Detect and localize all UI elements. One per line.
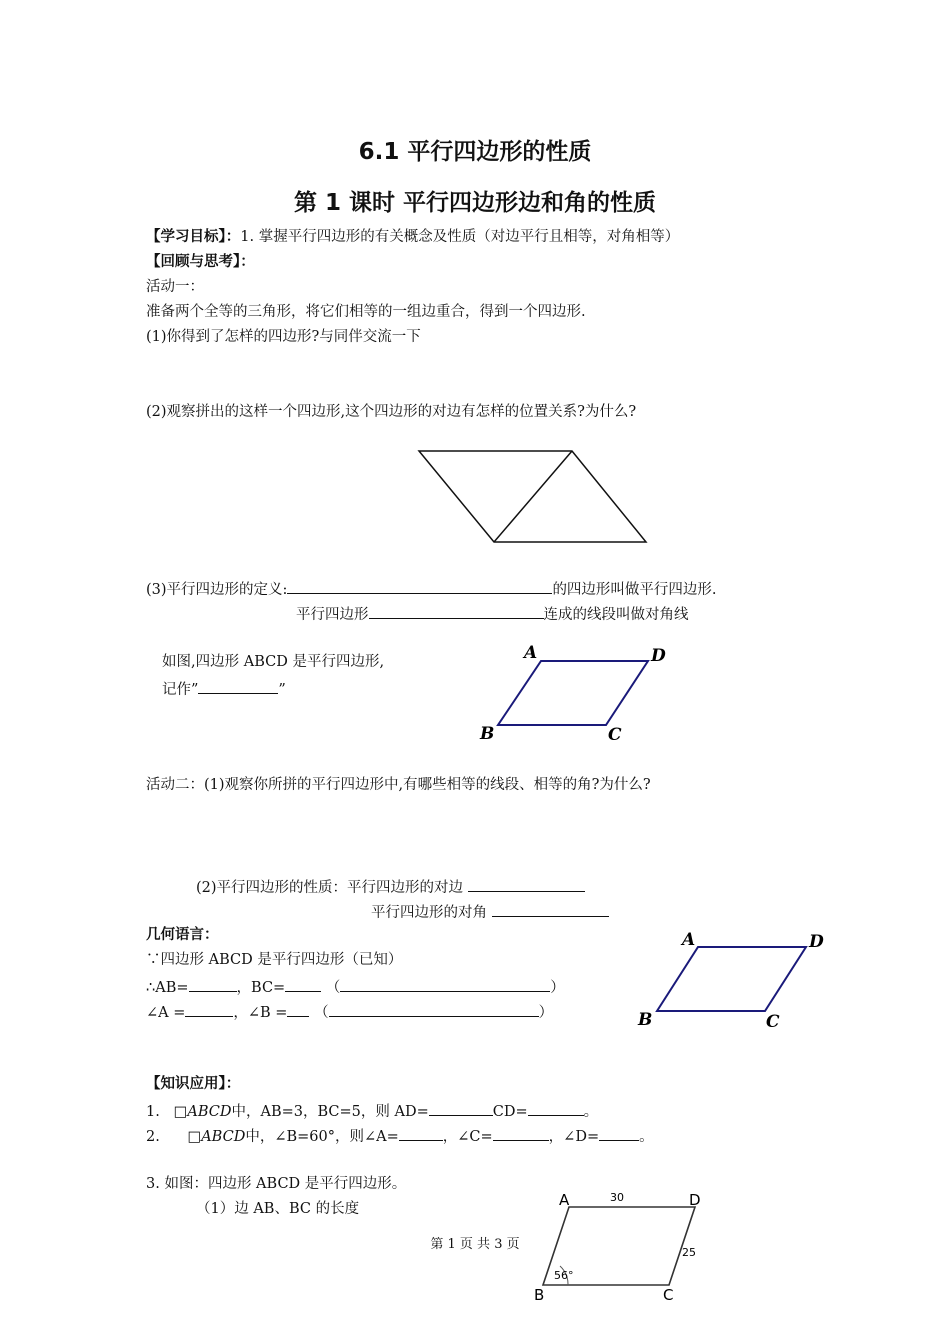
diagonal-line — [296, 603, 689, 624]
figure-notation-line2 — [162, 678, 286, 699]
geometry-line3-b: ，∠B = — [233, 1005, 288, 1021]
problem-3-sub: （1）边 AB、BC 的长度 — [196, 1201, 360, 1217]
problem-2-number: 2. — [146, 1129, 160, 1145]
geometry-line2-b: ，BC= — [236, 980, 286, 996]
ad-blank[interactable] — [429, 1100, 493, 1116]
triangle-figure-diagonal — [494, 451, 572, 542]
geometry-heading: 几何语言： — [146, 927, 219, 943]
geometry-line3-a: ∠A = — [146, 1005, 186, 1021]
problem-2-text2: ，∠C= — [442, 1129, 493, 1145]
activity1-q1: (1)你得到了怎样的四边形?与同伴交流一下 — [146, 329, 421, 345]
angle-a-blank[interactable] — [185, 1001, 233, 1017]
problem-2-end: 。 — [639, 1129, 654, 1145]
parallelogram-outline-1 — [498, 661, 648, 725]
definition-line — [146, 578, 717, 599]
activity2-q2-line2 — [371, 901, 609, 922]
label-b-3: B — [534, 1286, 545, 1304]
notation-suffix: ” — [278, 682, 286, 698]
label-a-3: A — [559, 1191, 570, 1209]
sides-reason-blank[interactable] — [340, 976, 550, 992]
parallelogram-outline-2 — [657, 947, 806, 1011]
angle-d-answer-blank[interactable] — [599, 1125, 639, 1141]
definition-blank[interactable] — [287, 578, 552, 594]
problem-2 — [146, 1125, 654, 1146]
activity1-q2: (2)观察拼出的这样一个四边形,这个四边形的对边有怎样的位置关系?为什么? — [146, 404, 637, 420]
label-c-1: C — [608, 725, 622, 745]
problem-1-number: 1. — [146, 1104, 160, 1120]
label-side-30: 30 — [610, 1191, 624, 1204]
definition-prefix: (3)平行四边形的定义: — [146, 582, 288, 598]
geometry-line2-c: （ — [325, 980, 341, 996]
objectives-text: 1. 掌握平行四边形的有关概念及性质（对边平行且相等，对角相等） — [240, 229, 680, 245]
diagonal-blank[interactable] — [369, 603, 544, 619]
label-a-1: A — [524, 643, 538, 663]
parallelogram-figure-1 — [478, 640, 678, 745]
activity2-q2-line2-text: 平行四边形的对角 — [371, 905, 487, 921]
problem-2-text: 中，∠B=60°，则∠A= — [245, 1129, 399, 1145]
diagonal-suffix: 连成的线段叫做对角线 — [543, 607, 689, 623]
angle-c-answer-blank[interactable] — [493, 1125, 549, 1141]
activity2-q2 — [196, 876, 585, 897]
label-c-3: C — [663, 1286, 674, 1304]
opposite-sides-blank[interactable] — [468, 876, 585, 892]
activity2-q1: 活动二：(1)观察你所拼的平行四边形中,有哪些相等的线段、相等的角?为什么? — [146, 777, 651, 793]
geometry-line3-d: ） — [538, 1005, 554, 1021]
page-footer: 第 1 页 共 3 页 — [430, 1237, 520, 1252]
application-heading: 【知识应用】： — [146, 1076, 241, 1092]
review-label: 【回顾与思考】： — [146, 254, 255, 270]
geometry-line2 — [146, 976, 565, 997]
figure-notation-line1: 如图,四边形 ABCD 是平行四边形, — [162, 654, 385, 670]
label-b-2: B — [638, 1010, 653, 1030]
opposite-angles-blank[interactable] — [492, 901, 609, 917]
problem-1-symbol: □ABCD — [173, 1104, 232, 1120]
label-d-1: D — [651, 646, 666, 666]
label-b-1: B — [480, 724, 495, 744]
cd-blank[interactable] — [528, 1100, 584, 1116]
problem-3: 3. 如图：四边形 ABCD 是平行四边形。 — [146, 1176, 407, 1192]
angles-reason-blank[interactable] — [329, 1001, 539, 1017]
problem-2-symbol: □ABCD — [187, 1129, 246, 1145]
bc-blank[interactable] — [285, 976, 321, 992]
page-subtitle: 第 1 课时 平行四边形边和角的性质 — [293, 190, 657, 216]
label-d-3: D — [689, 1191, 701, 1209]
label-a-2: A — [682, 930, 696, 950]
parallelogram-figure-2 — [636, 928, 836, 1033]
problem-1-text: 中，AB=3，BC=5，则 AD= — [231, 1104, 429, 1120]
page-title: 6.1 平行四边形的性质 — [358, 139, 592, 165]
label-d-2: D — [809, 932, 824, 952]
angle-b-blank[interactable] — [287, 1001, 309, 1017]
problem-1-text2: CD= — [492, 1104, 528, 1120]
definition-suffix: 的四边形叫做平行四边形. — [552, 582, 717, 598]
activity1-heading: 活动一： — [146, 279, 204, 295]
geometry-line3 — [146, 1001, 553, 1022]
geometry-line1: ∵四边形 ABCD 是平行四边形（已知） — [146, 952, 403, 968]
problem-1 — [146, 1100, 598, 1121]
notation-prefix: 记作” — [162, 682, 199, 698]
label-side-25: 25 — [682, 1246, 696, 1259]
geometry-line2-d: ） — [550, 980, 565, 996]
ab-blank[interactable] — [189, 976, 237, 992]
objectives-label: 【学习目标】： — [146, 229, 241, 245]
activity1-intro: 准备两个全等的三角形，将它们相等的一组边重合，得到一个四边形. — [146, 304, 586, 320]
notation-blank[interactable] — [198, 678, 278, 694]
problem-2-text3: ，∠D= — [548, 1129, 600, 1145]
diagonal-prefix: 平行四边形 — [296, 607, 369, 623]
label-c-2: C — [766, 1012, 780, 1032]
activity2-q2-text: (2)平行四边形的性质：平行四边形的对边 — [196, 880, 464, 896]
geometry-line3-c: （ — [314, 1005, 329, 1021]
label-angle-56: 56° — [554, 1269, 574, 1282]
problem-1-end: 。 — [583, 1104, 599, 1120]
angle-a-answer-blank[interactable] — [399, 1125, 443, 1141]
objectives-line — [146, 228, 679, 246]
geometry-line2-a: ∴AB= — [146, 980, 189, 996]
two-triangles-figure — [418, 450, 648, 545]
